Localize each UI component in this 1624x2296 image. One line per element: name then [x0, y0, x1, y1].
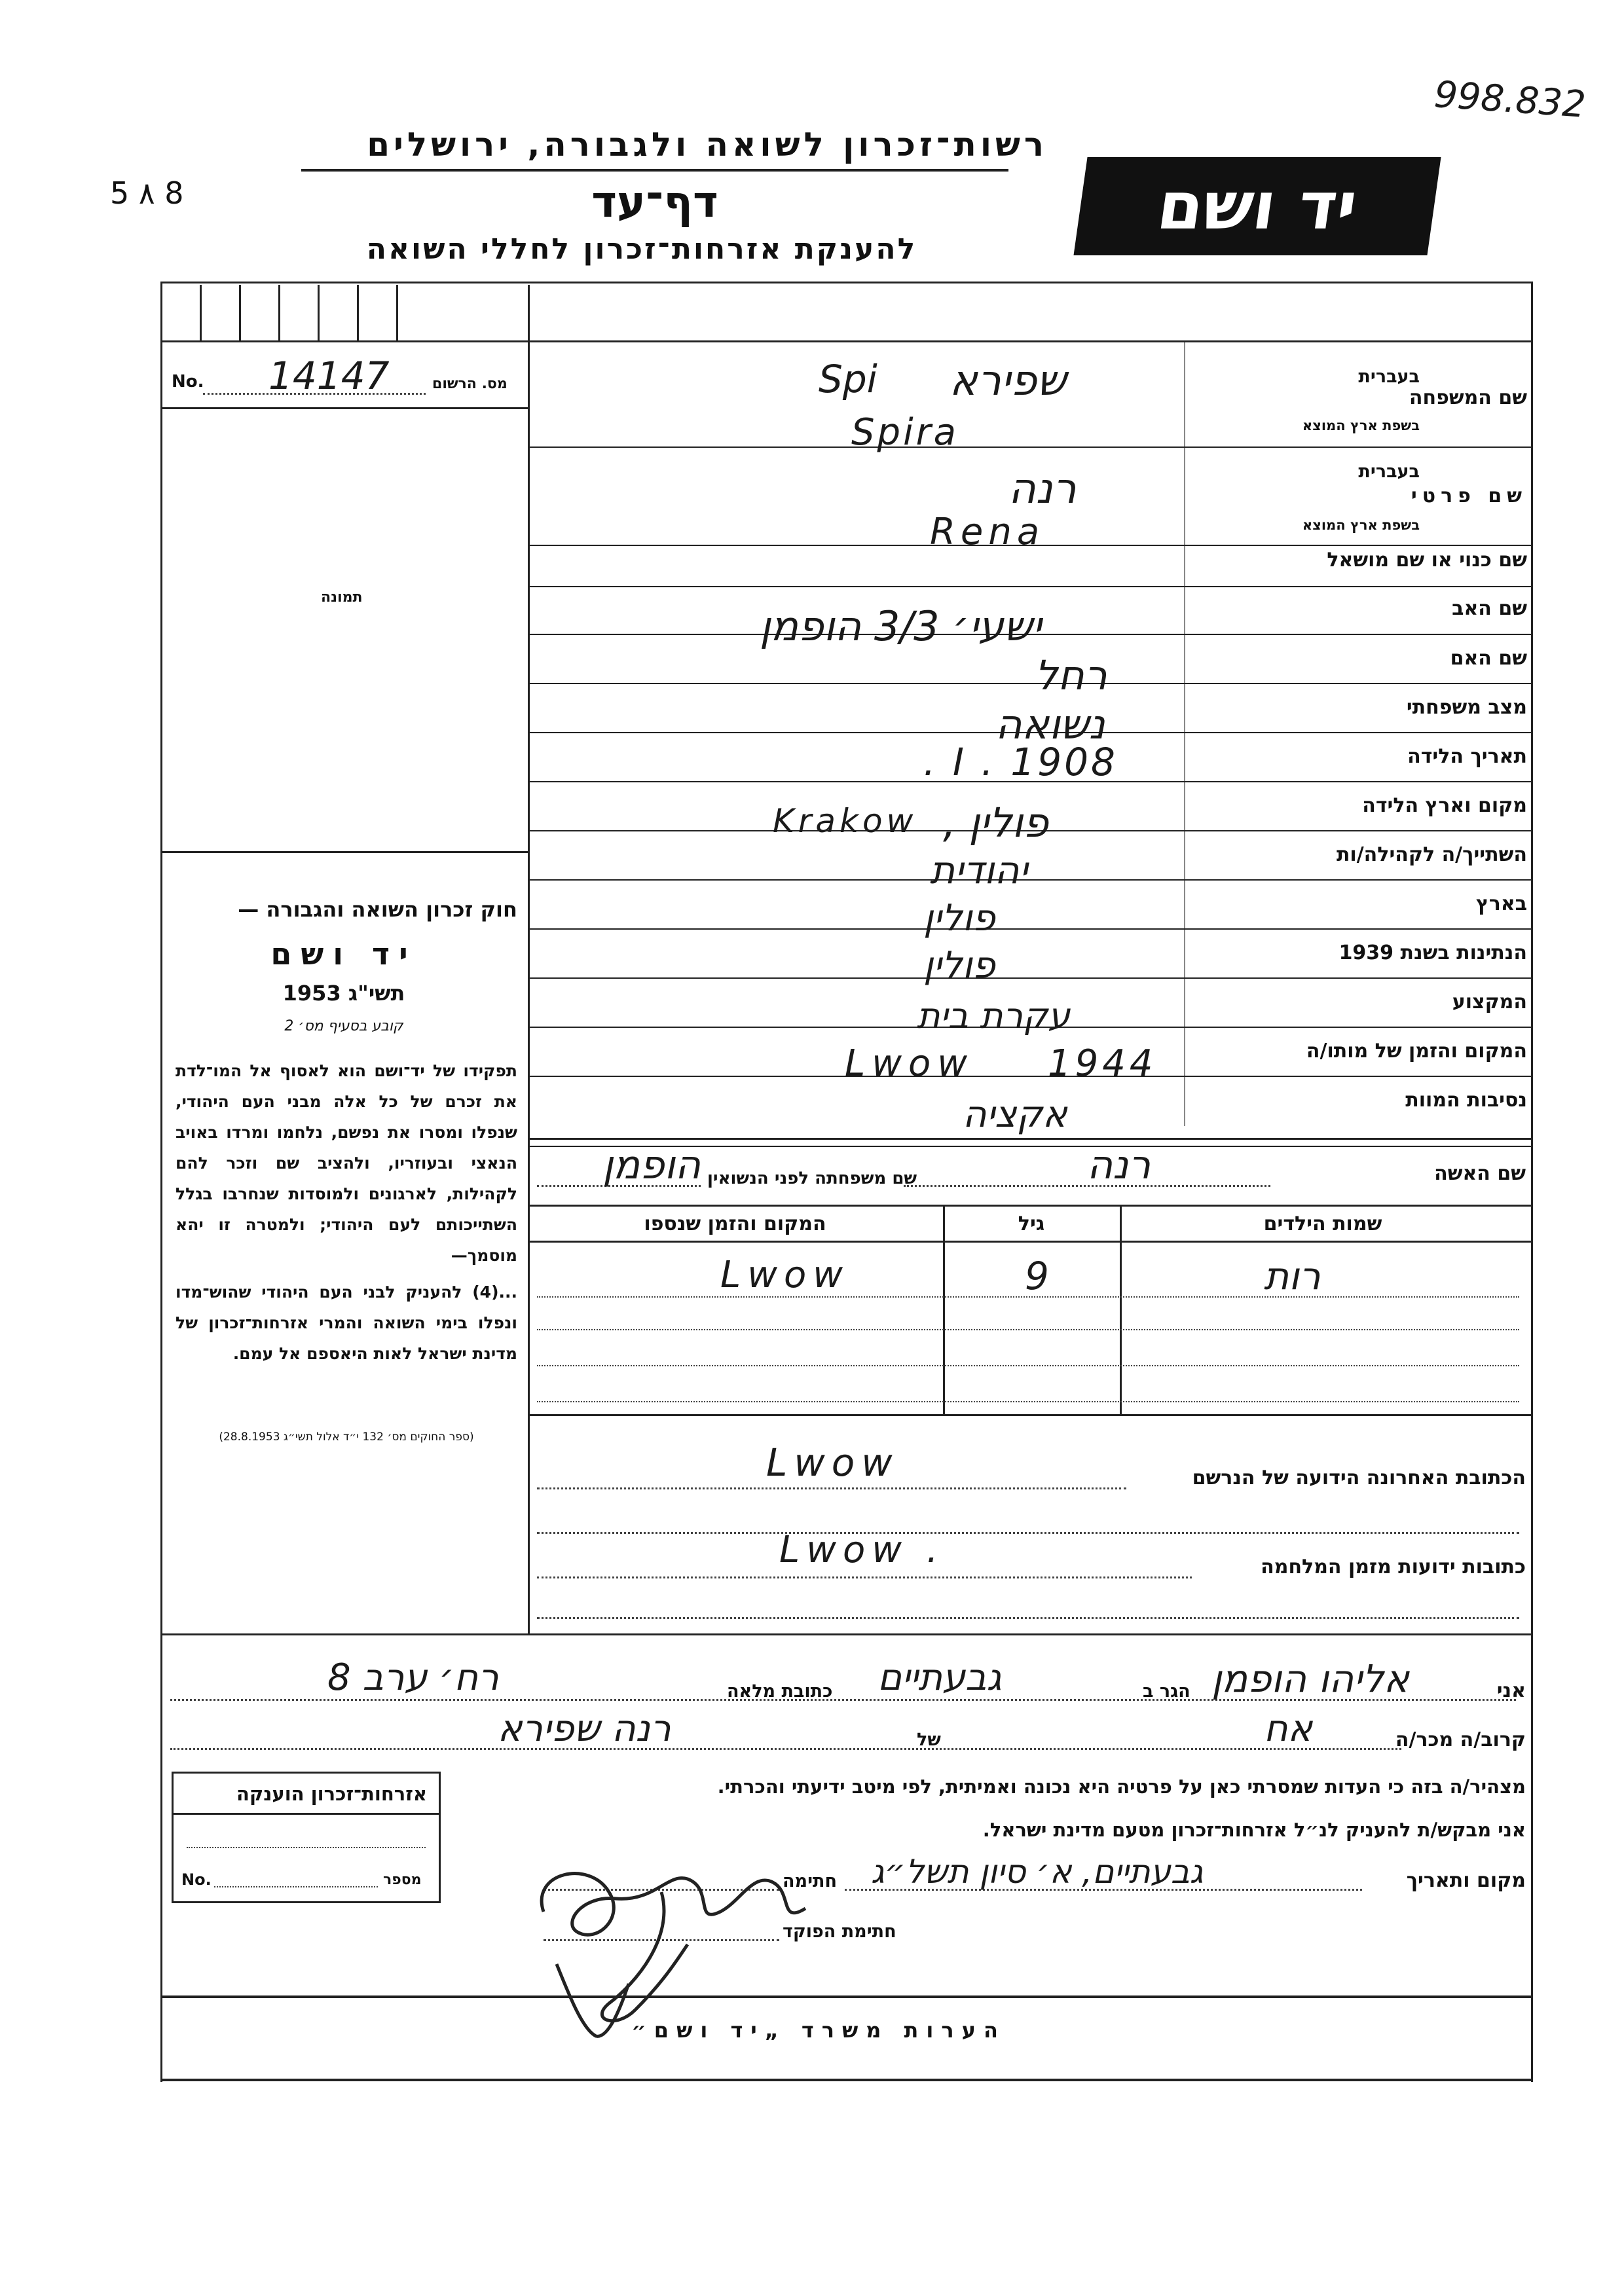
last-address-value[interactable]: Lwow: [766, 1440, 899, 1485]
form-title: דף־עד: [591, 177, 718, 227]
i-label: אני: [1496, 1679, 1526, 1702]
relation-value[interactable]: אח: [1264, 1707, 1313, 1750]
law-title: חוק זכרון השואה והגבורה —: [238, 897, 517, 922]
box-line: [239, 285, 241, 340]
place-date-label: מקום ותאריך: [1406, 1869, 1526, 1892]
remarks-label: הערות משרד „יד ושם״: [631, 2018, 1006, 2043]
title-underline: [301, 169, 1008, 172]
declare-text: מצהיר/ה בזה כי העדות שמסרתי כאן על פרטיה היא נכונה ואמיתית, לפי מיטב ידיעתי והכרתי.: [717, 1776, 1526, 1798]
box-line: [187, 1847, 426, 1848]
spouse-first-name[interactable]: רנה: [1087, 1142, 1151, 1188]
table-line: [537, 1329, 1519, 1330]
row-line: [529, 1241, 1532, 1243]
declarant-city[interactable]: גבעתיים: [877, 1656, 1002, 1699]
law-paragraph-2: ...(4) להעניק לבני העם היהודי שהוש־מדו ונפלו בימי השואה והמרי אזרחות־זכרון של מדינת ישראל לאות היאספם אל עמם.: [175, 1283, 517, 1363]
in-hebrew-label-2: בעברית: [1358, 462, 1420, 482]
officer-signature-label: חתימת הפוקד: [783, 1922, 896, 1942]
marital-value[interactable]: נשואה: [995, 701, 1105, 748]
citizenship-value[interactable]: פולין: [923, 944, 995, 987]
reg-no-value[interactable]: 14147: [268, 354, 390, 398]
country-label: בארץ: [1475, 892, 1527, 915]
row-line: [529, 1205, 1532, 1207]
row-line: [529, 879, 1532, 881]
profession-value[interactable]: עקרת בית: [917, 995, 1071, 1036]
table-col: [1120, 1205, 1122, 1414]
file-number: 998.832: [1433, 73, 1587, 126]
country-value[interactable]: פולין: [923, 897, 995, 939]
box-line: [396, 285, 398, 340]
family-name-latin[interactable]: Spira: [851, 411, 959, 454]
relative-name[interactable]: רנה שפירא: [498, 1707, 671, 1750]
row-line: [160, 851, 529, 853]
death-year[interactable]: 1944: [1048, 1042, 1157, 1085]
request-text: אני מבקש/ת להעניק לנ״ל אזרחות־זכרון מטעם מדינת ישראל.: [982, 1819, 1526, 1841]
label-divider: [1184, 340, 1185, 1126]
father-label: שם האב: [1452, 597, 1527, 620]
in-hebrew-label: בעברית: [1358, 367, 1420, 387]
box-no-line: [214, 1886, 378, 1887]
spouse-label: שם האשה: [1434, 1162, 1526, 1185]
last-address-line: [537, 1487, 1126, 1489]
children-place-header: המקום והזמן שנספו: [644, 1212, 826, 1235]
death-circ-label: נסיבות המוות: [1405, 1089, 1527, 1112]
row-line: [529, 977, 1532, 979]
citizenship-box-title: אזרחות־זכרון הוענקה: [236, 1783, 427, 1805]
declarant-name[interactable]: אליהו הופמן: [1211, 1656, 1409, 1701]
row-line: [529, 683, 1532, 684]
maiden-label: שם משפחתה לפני הנשואין: [707, 1169, 917, 1188]
law-paragraph-1: תפקידו של יד־ושם הוא לאסוף אל המו־לדת את זכרם של כל אלה מבני העם היהודי, שנפלו ומסרו את נפשם, נלחמו ומרדו באויב הנאצי ובעוזריו, ולהציב שם וזכר להם לקהילות, לארגונים ולמוסדות שנחרבו בגלל השתייכותם לעם היהודי; ולמטרה זו יהא מוסמך—: [175, 1061, 517, 1265]
war-address-value[interactable]: Lwow .: [779, 1529, 945, 1571]
box-divider: [174, 1813, 439, 1815]
relation-label: קרוב/ה מכר/ה: [1395, 1728, 1526, 1751]
citizenship-no-label: No.: [181, 1870, 212, 1889]
death-place-latin[interactable]: Lwow: [845, 1042, 974, 1085]
row-line: [529, 446, 1532, 448]
row-line: [529, 928, 1532, 930]
row-line: [160, 407, 529, 409]
table-line: [537, 1401, 1519, 1402]
law-name: יד ושם: [270, 936, 417, 972]
birth-date-value[interactable]: . I . 1908: [923, 740, 1118, 784]
declarant-street[interactable]: רח׳ ערב 8: [327, 1656, 499, 1699]
row-line: [160, 1633, 1532, 1635]
row-line: [529, 1138, 1532, 1140]
full-address-label: כתובת מלאה: [727, 1681, 833, 1702]
last-address-line-2: [537, 1532, 1519, 1534]
profession-label: המקצוע: [1452, 991, 1527, 1013]
frame-right: [1531, 282, 1533, 2082]
children-names-header: שמות הילדים: [1263, 1212, 1382, 1235]
row-line: [529, 586, 1532, 587]
row-line: [529, 1076, 1532, 1077]
first-name-he[interactable]: רנה: [1008, 465, 1077, 513]
child-place[interactable]: Lwow: [720, 1254, 850, 1296]
table-col: [943, 1205, 945, 1414]
citizenship-box: [172, 1772, 441, 1903]
birth-place-he[interactable]: פולין ,: [943, 799, 1049, 847]
death-circ-value[interactable]: אקציה: [963, 1093, 1067, 1136]
row-line: [529, 1414, 1532, 1416]
war-address-label: כתובות ידועות מזמן המלחמה: [1261, 1556, 1526, 1578]
law-year: תשי"ג 1953: [282, 981, 405, 1006]
birth-place-label: מקום וארץ הלידה: [1362, 794, 1527, 817]
frame-left: [160, 282, 162, 2082]
place-date-value[interactable]: גבעתיים, א׳ סיון תשל״ג: [871, 1853, 1204, 1891]
row-line: [160, 340, 1532, 342]
death-place-label: המקום והזמן של מותו/ה: [1306, 1040, 1527, 1063]
photo-label: תמונה: [321, 589, 363, 606]
of-label: של: [917, 1730, 941, 1750]
birth-place-latin[interactable]: Krakow: [773, 802, 917, 840]
citizenship-number-label: מספר: [383, 1872, 422, 1888]
community-label: השתייך/ה לקהילה/ות: [1336, 843, 1527, 866]
table-line: [537, 1365, 1519, 1366]
origin-lang-label-2: בשפת ארץ המוצא: [1302, 517, 1420, 533]
father-value[interactable]: ישעי׳ 3/3 הופמן: [760, 602, 1042, 650]
box-line: [318, 285, 320, 340]
yad-vashem-logo: [1073, 157, 1441, 255]
spouse-maiden-name[interactable]: הופמן: [602, 1142, 701, 1188]
first-name-label: שם פרטי: [1411, 484, 1527, 507]
mother-value[interactable]: רחל: [1035, 651, 1107, 699]
declarant-signature: [517, 1833, 819, 2049]
citizenship-label: הנתינות בשנת 1939: [1338, 941, 1527, 964]
reg-no-label: No.: [172, 372, 204, 392]
children-age-header: גיל: [1018, 1212, 1045, 1235]
child-age[interactable]: 9: [1025, 1254, 1049, 1298]
lives-in-label: הגר ב: [1143, 1681, 1190, 1702]
war-address-line-2: [537, 1617, 1519, 1619]
last-address-label: הכתובת האחרונה הידועה של הנרשם: [1192, 1467, 1526, 1489]
child-name[interactable]: רות: [1264, 1254, 1321, 1298]
community-value[interactable]: יהודית: [930, 848, 1028, 892]
birth-date-label: תאריך הלידה: [1407, 745, 1527, 768]
page-mark: 5 ٨ 8: [110, 175, 184, 211]
signature-label: חתימה: [783, 1871, 838, 1891]
logo-text: יד ושם: [1153, 168, 1362, 244]
law-clause: קובע בסעיף מס׳ 2: [284, 1018, 403, 1034]
nickname-label: שם כנוי או שם מושאל: [1327, 549, 1527, 572]
relation-line: [170, 1748, 1401, 1750]
law-citation: (ספר החוקים מס׳ 132 י״ד אלול תשי״ג 28.8.1953): [219, 1430, 474, 1444]
frame-bottom: [160, 2079, 1532, 2081]
family-name-label: שם המשפחה: [1409, 386, 1527, 409]
form-subtitle: להענקת אזרחות־זכרון לחללי השואה: [366, 232, 917, 266]
column-divider: [528, 285, 530, 1633]
footer-top-line: [160, 1995, 1532, 1998]
family-name-he[interactable]: שפירא: [950, 357, 1067, 405]
institution-name: רשות־זכרון לשואה ולגבורה, ירושלים: [367, 126, 1048, 164]
mother-label: שם האם: [1450, 647, 1527, 670]
frame-top: [160, 282, 1532, 283]
box-line: [278, 285, 280, 340]
war-address-line: [537, 1576, 1192, 1578]
marital-label: מצב משפחתי: [1406, 696, 1527, 719]
box-line: [357, 285, 359, 340]
reg-label: מס. הרשום: [432, 376, 507, 392]
origin-lang-label: בשפת ארץ המוצא: [1302, 418, 1420, 433]
box-line: [200, 285, 202, 340]
first-name-latin[interactable]: Rena: [930, 511, 1045, 553]
family-name-latin-a[interactable]: Spi: [819, 357, 877, 401]
